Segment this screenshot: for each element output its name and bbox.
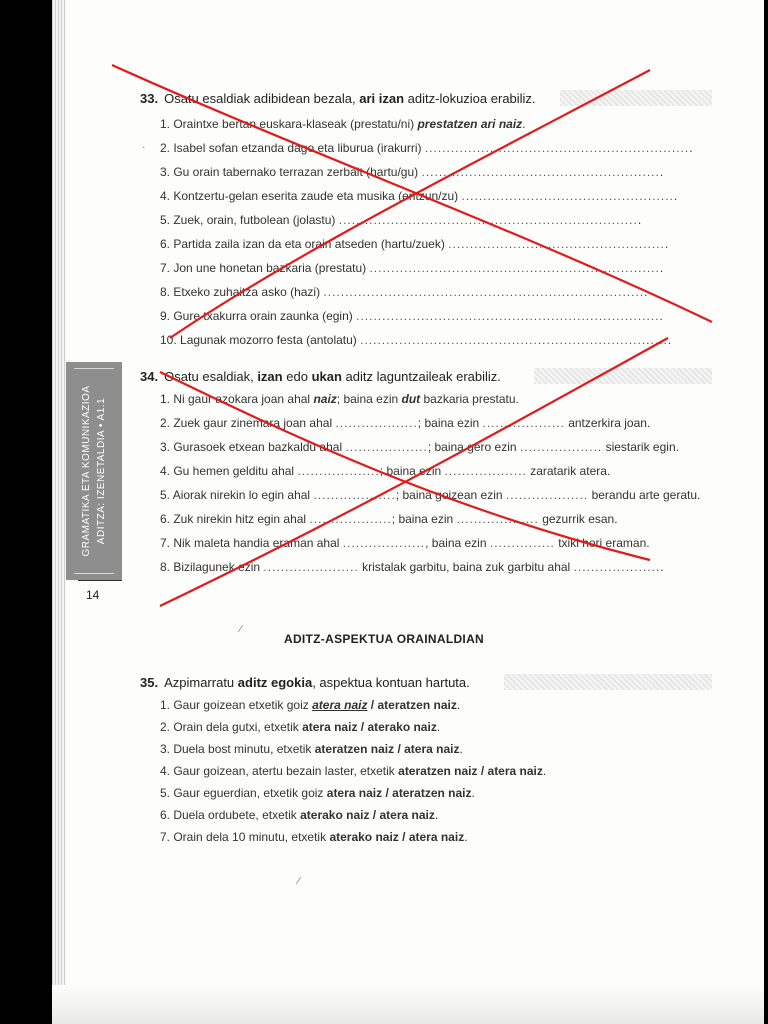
item-text: Oraintxe bertan euskara-klaseak (prestatu/ni): [173, 117, 418, 131]
exercise-34-item: [160, 414, 650, 432]
exercise-34-number: 34.: [140, 368, 159, 384]
item-text: Etxeko zuhaitza asko (hazi): [173, 285, 324, 299]
answer-blank: ....................: [573, 560, 661, 574]
exercise-35-item: [160, 784, 475, 802]
item-number: 9.: [160, 309, 174, 323]
exercise-33-item: [160, 307, 663, 325]
exercise-35-number: 35.: [140, 674, 159, 690]
item-text: , baina ezin: [425, 536, 490, 550]
exercise-33-title-text: Osatu esaldiak adibidean bezala,: [164, 90, 356, 106]
item-end: .: [689, 141, 693, 155]
side-tab-line2: ADITZA: IZENETALDIA • A1.1: [96, 397, 107, 545]
item-text: ; baina ezin: [336, 392, 402, 406]
item-number: 7.: [160, 830, 174, 844]
item-text: gezurrik esan.: [538, 512, 618, 526]
exercise-35-item: [160, 718, 440, 736]
exercise-33-title-bold: ari izan: [359, 90, 405, 106]
exercise-35-item: [160, 696, 460, 714]
exercise-33-item: [160, 283, 647, 301]
answer-blank: ...................: [482, 416, 565, 430]
answer-blank: ...................: [335, 416, 418, 430]
item-text: bazkaria prestatu.: [420, 392, 519, 406]
item-text: Zuek gaur zinemara joan ahal: [173, 416, 336, 430]
title-band: [504, 674, 712, 690]
answer-blank: ..................................................: [448, 237, 665, 251]
verb-option: atera naiz: [379, 808, 435, 822]
exercise-33-item: [160, 235, 668, 253]
answer-blank: .......................................................: [421, 165, 660, 179]
exercise-34-title-bold2: ukan: [311, 368, 342, 384]
item-text: Orain dela gutxi, etxetik: [173, 720, 303, 734]
item-end: .: [659, 261, 664, 275]
answer-blank: ...................: [345, 440, 428, 454]
title-band: [560, 90, 712, 106]
item-number: 2.: [160, 720, 174, 734]
item-text: Gaur goizean, atertu bezain laster, etxetik: [173, 764, 399, 778]
exercise-33-item: [160, 331, 671, 349]
item-end: .: [434, 808, 439, 822]
item-end: .: [456, 698, 461, 712]
answer-blank: .............................................................: [424, 141, 690, 155]
item-end: .: [664, 237, 669, 251]
side-tab: [66, 362, 122, 580]
item-text: Gurasoek etxean bazkaldu ahal: [173, 440, 346, 454]
pencil-mark: ⁄: [298, 876, 300, 887]
exercise-33-title: [140, 88, 536, 108]
item-end: .: [659, 309, 663, 323]
answer-blank: ...................: [313, 488, 396, 502]
answer-blank: ...................: [444, 464, 527, 478]
exercise-33-number: 33.: [140, 90, 159, 106]
answer-blank: ...................: [297, 464, 380, 478]
item-end: .: [471, 786, 475, 800]
item-text: Gaur eguerdian, etxetik goiz: [173, 786, 327, 800]
exercise-33-item: [160, 163, 663, 181]
answer-blank: ......................................................................: [356, 309, 660, 323]
verb-option: atera naiz: [312, 698, 368, 712]
item-number: 3.: [160, 165, 174, 179]
item-end: .: [637, 213, 642, 227]
exercise-34-title-mid: edo: [286, 368, 308, 384]
verb-option: ateratzen naiz: [392, 786, 472, 800]
exercise-34-title-bold: izan: [257, 368, 283, 384]
example-answer: naiz: [313, 392, 337, 406]
item-number: 6.: [160, 237, 174, 251]
item-number: 6.: [160, 808, 174, 822]
exercise-33-title-rest: aditz-lokuzioa erabiliz.: [407, 90, 536, 106]
exercise-33-item: [160, 139, 693, 157]
item-number: 8.: [160, 285, 174, 299]
page-number-rule: [78, 580, 122, 581]
item-text: Gaur goizean etxetik goiz: [173, 698, 313, 712]
item-number: 5.: [160, 786, 174, 800]
item-number: 7.: [160, 536, 174, 550]
exercise-34-item: [160, 438, 679, 456]
exercise-34-item: [160, 558, 664, 576]
item-text: siestarik egin.: [602, 440, 679, 454]
item-number: 4.: [160, 764, 174, 778]
item-text: ; baina ezin: [417, 416, 483, 430]
item-text: Orain dela 10 minutu, etxetik: [173, 830, 330, 844]
answer-blank: ...............: [489, 536, 555, 550]
item-end: .: [644, 285, 648, 299]
item-end: .: [522, 117, 526, 131]
page-edge-shading: [52, 0, 66, 1024]
answer-blank: ...................: [456, 512, 539, 526]
exercise-34-item: [160, 462, 610, 480]
item-text: Gu orain tabernako terrazan zerbait (hartu/gu): [173, 165, 422, 179]
item-number: 10.: [160, 333, 181, 347]
item-end: .: [667, 333, 672, 347]
page-bottom-shadow: [52, 985, 764, 1024]
exercise-33-item: [160, 259, 663, 277]
exercise-34-title-text: Osatu esaldiak,: [164, 368, 254, 384]
side-tab-line1: GRAMATIKA ETA KOMUNIKAZIOA: [81, 385, 92, 557]
item-number: 4.: [160, 464, 174, 478]
side-tab-text: [66, 362, 122, 580]
item-text: Gu hemen gelditu ahal: [173, 464, 298, 478]
item-text: ; baina ezin: [391, 512, 457, 526]
option-separator: /: [367, 698, 378, 712]
verb-option: aterako naiz: [367, 720, 437, 734]
item-text: txiki hori eraman.: [554, 536, 650, 550]
verb-option: atera naiz: [302, 720, 358, 734]
verb-option: ateratzen naiz: [314, 742, 395, 756]
exercise-35-item: [160, 762, 546, 780]
exercise-35-title: [140, 672, 470, 692]
verb-option: atera naiz: [404, 742, 460, 756]
verb-option: atera naiz: [408, 830, 465, 844]
item-text: ; baina goizean ezin: [395, 488, 506, 502]
item-text: Partida zaila izan da eta orain atseden (hartu/zuek): [173, 237, 449, 251]
item-text: Zuk nirekin hitz egin ahal: [173, 512, 310, 526]
option-separator: /: [382, 786, 393, 800]
verb-option: atera naiz: [326, 786, 383, 800]
item-number: 8.: [160, 560, 174, 574]
item-end: .: [464, 830, 468, 844]
option-separator: /: [398, 830, 409, 844]
verb-option: aterako naiz: [329, 830, 399, 844]
item-end: .: [436, 720, 441, 734]
answer-blank: ......................: [263, 560, 359, 574]
item-text: ; baina ezin: [379, 464, 445, 478]
answer-blank: .....................................................................: [338, 213, 638, 227]
title-band: [534, 368, 712, 384]
option-separator: /: [394, 742, 405, 756]
answer-blank: ...................: [342, 536, 426, 550]
answer-blank: .................................................: [461, 189, 674, 203]
item-number: 3.: [160, 742, 174, 756]
answer-blank: ...................: [519, 440, 603, 454]
item-number: 6.: [160, 512, 174, 526]
item-number: 1.: [160, 392, 174, 406]
exercise-33-item: [160, 211, 641, 229]
exercise-33-item: [160, 115, 526, 133]
exercise-34-item: [160, 390, 519, 408]
item-text: Aiorak nirekin lo egin ahal: [172, 488, 314, 502]
item-text: Kontzertu-gelan eserita zaude eta musika (entzun/zu): [173, 189, 462, 203]
item-number: 7.: [160, 261, 174, 275]
exercise-35-item: [160, 828, 468, 846]
item-end: .: [673, 189, 678, 203]
exercise-35-title-text: Azpimarratu: [164, 674, 235, 690]
exercise-34-item: [160, 510, 618, 528]
pencil-mark: ·: [142, 142, 146, 153]
item-text: Duela bost minutu, etxetik: [173, 742, 315, 756]
pencil-mark: ⁄: [240, 624, 242, 635]
item-number: 3.: [160, 440, 174, 454]
answer-blank: ...................................................................: [369, 261, 660, 275]
exercise-34-title: [140, 366, 501, 386]
example-answer: dut: [401, 392, 421, 406]
item-number: 5.: [160, 213, 174, 227]
aspect-heading: ADITZ-ASPEKTUA ORAINALDIAN: [283, 632, 484, 646]
option-separator: /: [477, 764, 488, 778]
exercise-35-item: [160, 806, 438, 824]
answer-blank: ..........................................................................: [323, 285, 645, 299]
item-text: Gure txakurra orain zaunka (egin): [173, 309, 357, 323]
item-text: Isabel sofan etzanda dago eta liburua (irakurri): [173, 141, 425, 155]
item-text: .: [660, 560, 664, 574]
item-number: 2.: [160, 141, 174, 155]
item-text: Ni gaur azokara joan ahal: [173, 392, 314, 406]
exercise-35-title-rest: , aspektua kontuan hartuta.: [312, 674, 470, 690]
verb-option: ateratzen naiz: [398, 764, 478, 778]
item-text: kristalak garbitu, baina zuk garbitu ahal: [358, 560, 574, 574]
item-text: Nik maleta handia eraman ahal: [173, 536, 343, 550]
item-text: Jon une honetan bazkaria (prestatu): [173, 261, 370, 275]
item-number: 1.: [160, 117, 174, 131]
item-text: zaratarik atera.: [526, 464, 611, 478]
exercise-33-item: [160, 187, 677, 205]
item-text: Lagunak mozorro festa (antolatu): [180, 333, 361, 347]
item-end: .: [659, 165, 664, 179]
item-number: 5.: [160, 488, 173, 502]
exercise-34-title-rest: aditz laguntzaileak erabiliz.: [345, 368, 501, 384]
item-text: Duela ordubete, etxetik: [173, 808, 301, 822]
exercise-34-item: [160, 534, 650, 552]
exercise-35-item: [160, 740, 463, 758]
example-answer: prestatzen ari naiz: [417, 117, 523, 131]
answer-blank: ...................: [505, 488, 589, 502]
item-text: antzerkira joan.: [564, 416, 651, 430]
option-separator: /: [369, 808, 380, 822]
verb-option: aterako naiz: [300, 808, 370, 822]
item-number: 1.: [160, 698, 174, 712]
item-end: .: [459, 742, 463, 756]
item-text: Bizilagunek ezin: [173, 560, 264, 574]
item-text: Zuek, orain, futbolean (jolastu): [173, 213, 339, 227]
item-text: berandu arte geratu.: [588, 488, 701, 502]
page-number: 14: [86, 588, 100, 602]
answer-blank: .......................................................................: [360, 333, 668, 347]
item-end: .: [542, 764, 547, 778]
item-number: 4.: [160, 189, 174, 203]
answer-blank: ...................: [309, 512, 392, 526]
item-text: ; baina gero ezin: [427, 440, 520, 454]
item-number: 2.: [160, 416, 174, 430]
verb-option: ateratzen naiz: [377, 698, 457, 712]
exercise-35-title-bold: aditz egokia: [237, 674, 313, 690]
exercise-34-item: [160, 486, 700, 504]
verb-option: atera naiz: [487, 764, 543, 778]
option-separator: /: [357, 720, 368, 734]
